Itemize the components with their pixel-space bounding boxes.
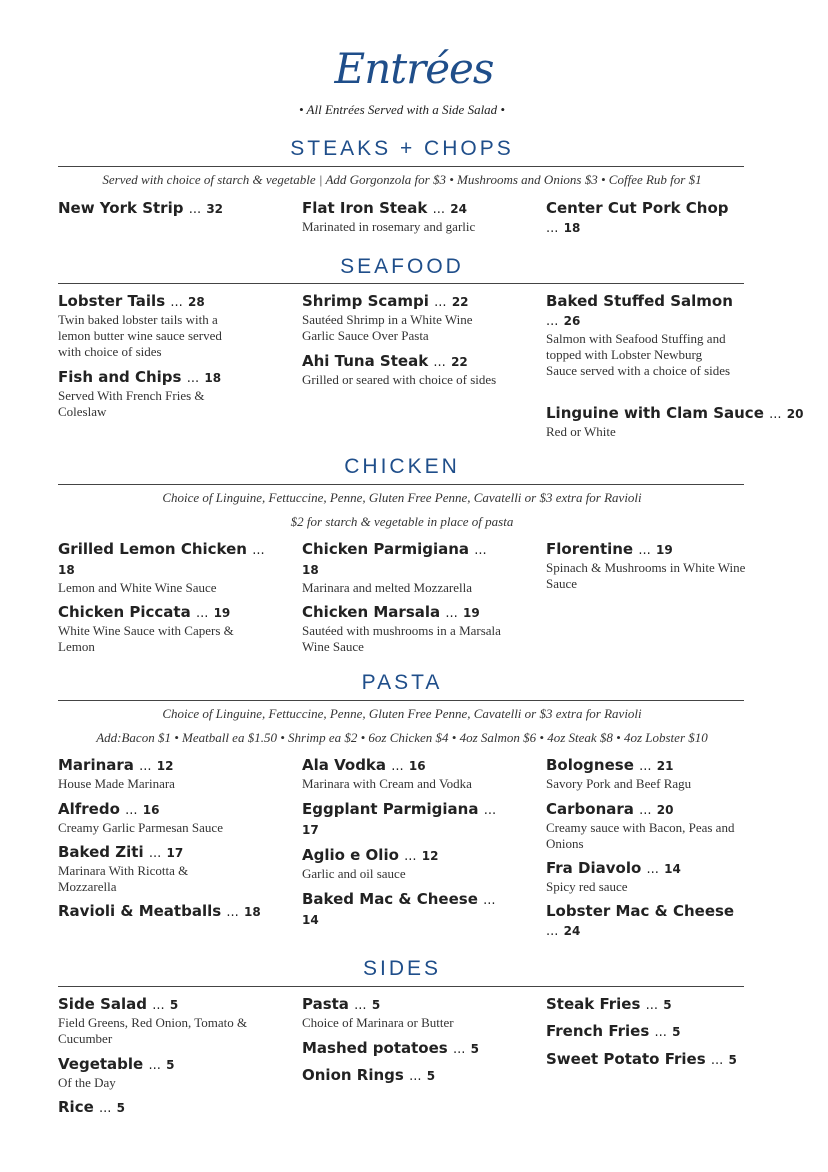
dots: ... bbox=[148, 846, 162, 861]
menu-item bbox=[546, 800, 746, 852]
dots: ... bbox=[148, 1058, 161, 1073]
item-description: Of the Day bbox=[58, 1075, 116, 1090]
dots: ... bbox=[639, 759, 652, 774]
dots: ... bbox=[645, 998, 659, 1013]
item-name: Flat Iron Steak bbox=[302, 199, 428, 217]
item-price: 19 bbox=[655, 543, 673, 557]
dots: ... bbox=[99, 1101, 112, 1116]
menu-item bbox=[58, 603, 248, 655]
item-description: Savory Pork and Beef Ragu bbox=[546, 776, 692, 791]
section-note: Add:Bacon $1 • Meatball ea $1.50 • Shrimp ea $2 • 6oz Chicken $4 • 4oz Salmon $6 • 4oz Steak $8 • 4oz Lobster $10 bbox=[96, 730, 708, 745]
section-heading-chicken: CHICKEN bbox=[344, 455, 460, 478]
dots: ... bbox=[452, 1042, 466, 1057]
menu-item bbox=[58, 995, 248, 1047]
item-description: Marinara and melted Mozzarella bbox=[302, 580, 472, 595]
menu-item bbox=[58, 902, 294, 922]
item-description: Salmon with Seafood Stuffing and topped with Lobster Newburg Sauce served with a choice of sides bbox=[546, 331, 731, 378]
dots: ... bbox=[125, 803, 138, 818]
item-description: Red or White bbox=[546, 424, 616, 439]
item-name: Ravioli & Meatballs bbox=[58, 902, 222, 920]
item-price: 20 bbox=[786, 407, 804, 421]
item-name: Onion Rings bbox=[302, 1066, 404, 1084]
menu-item bbox=[302, 352, 502, 388]
dots: ... bbox=[710, 1053, 724, 1068]
dots: ... bbox=[483, 803, 497, 818]
item-description: Sautéed Shrimp in a White Wine Garlic Sauce Over Pasta bbox=[302, 312, 473, 343]
dots: ... bbox=[404, 849, 417, 864]
item-description: Marinara with Cream and Vodka bbox=[302, 776, 472, 791]
item-price: 18 bbox=[204, 371, 222, 385]
menu-item bbox=[302, 1066, 538, 1086]
item-price: 5 bbox=[426, 1069, 436, 1083]
item-name: Ahi Tuna Steak bbox=[302, 352, 429, 370]
item-price: 12 bbox=[156, 759, 174, 773]
menu-item bbox=[58, 292, 248, 360]
section-note: Served with choice of starch & vegetable | Add Gorgonzola for $3 • Mushrooms and Onions $3 • Coffee Rub for $1 bbox=[102, 172, 702, 187]
item-description: Field Greens, Red Onion, Tomato & Cucumber bbox=[58, 1015, 248, 1046]
item-name: Bolognese bbox=[546, 756, 634, 774]
item-description: White Wine Sauce with Capers & Lemon bbox=[58, 623, 234, 654]
item-price: 26 bbox=[563, 314, 581, 328]
item-price: 5 bbox=[371, 998, 381, 1012]
item-price: 19 bbox=[213, 606, 231, 620]
item-price: 14 bbox=[302, 913, 319, 927]
dots: ... bbox=[152, 998, 165, 1013]
menu-item bbox=[58, 1055, 294, 1091]
item-price: 18 bbox=[563, 221, 581, 235]
menu-item bbox=[546, 995, 782, 1015]
item-price: 5 bbox=[672, 1025, 681, 1039]
item-name: Mashed potatoes bbox=[302, 1039, 448, 1057]
item-name: Carbonara bbox=[546, 800, 634, 818]
item-name: Ala Vodka bbox=[302, 756, 387, 774]
menu-item bbox=[58, 199, 294, 219]
dots: ... bbox=[646, 862, 659, 877]
dots: ... bbox=[483, 893, 496, 908]
item-price: 5 bbox=[728, 1053, 737, 1067]
item-name: Lobster Tails bbox=[58, 292, 166, 310]
section-note: $2 for starch & vegetable in place of pasta bbox=[290, 514, 514, 529]
item-description: Marinara With Ricotta & Mozzarella bbox=[58, 863, 189, 894]
item-price: 21 bbox=[656, 759, 674, 773]
item-price: 16 bbox=[408, 759, 426, 773]
dots: ... bbox=[432, 202, 445, 217]
item-name: Chicken Piccata bbox=[58, 603, 191, 621]
item-name: Shrimp Scampi bbox=[302, 292, 429, 310]
menu-item bbox=[546, 199, 746, 238]
item-name: Lobster Mac & Cheese bbox=[546, 902, 735, 920]
menu-item bbox=[58, 368, 248, 420]
menu-item bbox=[58, 756, 294, 792]
item-description: Spinach & Mushrooms in White Wine Sauce bbox=[546, 560, 746, 591]
dots: ... bbox=[391, 759, 404, 774]
menu-item bbox=[302, 199, 538, 235]
menu-item bbox=[546, 902, 746, 941]
item-name: Grilled Lemon Chicken bbox=[58, 540, 247, 558]
dots: ... bbox=[195, 606, 209, 621]
section-rule bbox=[58, 986, 744, 987]
item-name: Marinara bbox=[58, 756, 134, 774]
dots: ... bbox=[354, 998, 367, 1013]
menu-item bbox=[302, 890, 502, 930]
dots: ... bbox=[433, 355, 446, 370]
item-price: 24 bbox=[563, 924, 581, 938]
item-name: Side Salad bbox=[58, 995, 148, 1013]
dots: ... bbox=[252, 543, 265, 558]
item-description: House Made Marinara bbox=[58, 776, 175, 791]
dots: ... bbox=[546, 221, 559, 236]
dots: ... bbox=[654, 1025, 667, 1040]
menu-item bbox=[302, 846, 538, 882]
menu-item bbox=[58, 843, 248, 895]
section-heading-steaks: STEAKS + CHOPS bbox=[290, 137, 514, 160]
item-name: Linguine with Clam Sauce bbox=[546, 404, 764, 422]
item-price: 18 bbox=[302, 563, 319, 577]
menu-item bbox=[546, 1050, 782, 1070]
dots: ... bbox=[769, 407, 782, 422]
menu-item bbox=[302, 603, 502, 655]
item-name: French Fries bbox=[546, 1022, 650, 1040]
item-description: Twin baked lobster tails with a lemon butter wine sauce served with choice of sides bbox=[58, 312, 222, 359]
menu-item bbox=[302, 800, 502, 840]
item-description: Served With French Fries & Coleslaw bbox=[58, 388, 205, 419]
dots: ... bbox=[638, 543, 651, 558]
menu-item bbox=[546, 404, 803, 440]
menu-item bbox=[302, 995, 538, 1031]
page-subtitle: • All Entrées Served with a Side Salad • bbox=[298, 102, 505, 117]
section-note: Choice of Linguine, Fettuccine, Penne, Gluten Free Penne, Cavatelli or $3 extra for Ravioli bbox=[162, 490, 642, 505]
section-heading-sides: SIDES bbox=[362, 957, 442, 980]
item-price: 24 bbox=[450, 202, 467, 216]
item-name: New York Strip bbox=[58, 199, 184, 217]
dots: ... bbox=[546, 924, 559, 939]
item-price: 22 bbox=[451, 355, 468, 369]
menu-item bbox=[546, 859, 782, 895]
menu-item bbox=[546, 292, 736, 379]
section-note: Choice of Linguine, Fettuccine, Penne, Gluten Free Penne, Cavatelli or $3 extra for Ravioli bbox=[162, 706, 642, 721]
item-description: Choice of Marinara or Butter bbox=[302, 1015, 454, 1030]
dots: ... bbox=[409, 1069, 422, 1084]
item-name: Fish and Chips bbox=[58, 368, 182, 386]
item-description: Creamy sauce with Bacon, Peas and Onions bbox=[546, 820, 735, 851]
item-name: Pasta bbox=[302, 995, 349, 1013]
dots: ... bbox=[474, 543, 487, 558]
dots: ... bbox=[639, 803, 652, 818]
item-price: 18 bbox=[244, 905, 261, 919]
dots: ... bbox=[546, 314, 559, 329]
menu-item bbox=[546, 1022, 782, 1042]
item-price: 19 bbox=[463, 606, 480, 620]
page-title: Entrées bbox=[334, 44, 494, 93]
item-price: 17 bbox=[166, 846, 184, 860]
menu-item bbox=[546, 756, 782, 792]
item-price: 16 bbox=[142, 803, 160, 817]
menu-item bbox=[58, 800, 294, 836]
item-name: Vegetable bbox=[58, 1055, 144, 1073]
item-price: 18 bbox=[58, 563, 75, 577]
dots: ... bbox=[188, 202, 202, 217]
item-price: 17 bbox=[302, 823, 319, 837]
section-rule bbox=[58, 166, 744, 167]
item-description: Grilled or seared with choice of sides bbox=[302, 372, 497, 387]
item-name: Center Cut Pork Chop bbox=[546, 199, 729, 217]
item-description: Lemon and White Wine Sauce bbox=[58, 580, 217, 595]
item-price: 14 bbox=[664, 862, 681, 876]
item-name: Baked Stuffed Salmon bbox=[546, 292, 733, 310]
item-price: 5 bbox=[470, 1042, 479, 1056]
dots: ... bbox=[226, 905, 239, 920]
item-price: 20 bbox=[656, 803, 674, 817]
dots: ... bbox=[186, 371, 200, 386]
item-name: Florentine bbox=[546, 540, 634, 558]
item-price: 28 bbox=[188, 295, 205, 309]
item-description: Garlic and oil sauce bbox=[302, 866, 406, 881]
item-description: Creamy Garlic Parmesan Sauce bbox=[58, 820, 223, 835]
section-heading-pasta: PASTA bbox=[361, 671, 443, 694]
item-description: Marinated in rosemary and garlic bbox=[302, 219, 476, 234]
menu-item bbox=[302, 1039, 538, 1059]
dots: ... bbox=[170, 295, 183, 310]
item-price: 5 bbox=[169, 998, 179, 1012]
item-name: Eggplant Parmigiana bbox=[302, 800, 479, 818]
section-heading-seafood: SEAFOOD bbox=[340, 255, 464, 278]
dots: ... bbox=[139, 759, 152, 774]
item-name: Baked Ziti bbox=[58, 843, 144, 861]
section-rule bbox=[58, 484, 744, 485]
item-name: Sweet Potato Fries bbox=[546, 1050, 706, 1068]
section-rule bbox=[58, 700, 744, 701]
item-price: 32 bbox=[206, 202, 224, 216]
menu-item bbox=[546, 540, 746, 592]
item-name: Aglio e Olio bbox=[302, 846, 399, 864]
menu-item bbox=[58, 1098, 294, 1118]
item-price: 12 bbox=[421, 849, 439, 863]
menu-item bbox=[302, 292, 502, 344]
menu-item bbox=[58, 540, 268, 596]
item-name: Chicken Parmigiana bbox=[302, 540, 470, 558]
section-rule bbox=[58, 283, 744, 284]
item-name: Steak Fries bbox=[546, 995, 641, 1013]
item-price: 5 bbox=[663, 998, 672, 1012]
menu-item bbox=[302, 540, 502, 596]
item-name: Fra Diavolo bbox=[546, 859, 642, 877]
dots: ... bbox=[445, 606, 458, 621]
item-name: Chicken Marsala bbox=[302, 603, 441, 621]
item-description: Sautéed with mushrooms in a Marsala Wine Sauce bbox=[302, 623, 501, 654]
item-description: Spicy red sauce bbox=[546, 879, 628, 894]
menu-item bbox=[302, 756, 538, 792]
dots: ... bbox=[434, 295, 447, 310]
item-name: Rice bbox=[58, 1098, 94, 1116]
item-price: 5 bbox=[166, 1058, 175, 1072]
item-price: 5 bbox=[116, 1101, 125, 1115]
item-name: Alfredo bbox=[58, 800, 120, 818]
item-name: Baked Mac & Cheese bbox=[302, 890, 478, 908]
item-price: 22 bbox=[451, 295, 469, 309]
